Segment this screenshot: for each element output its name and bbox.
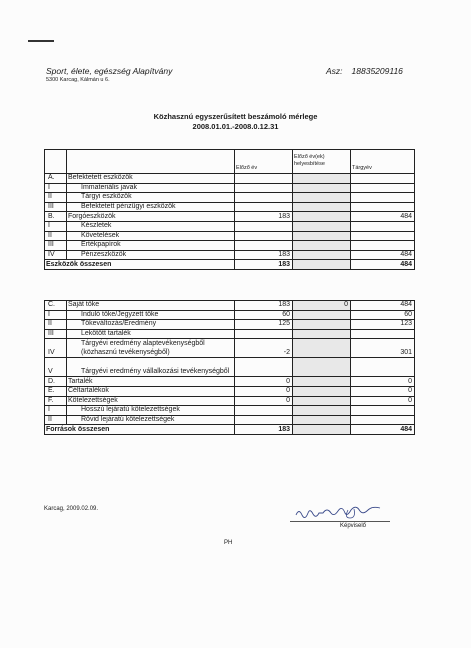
table-row [45, 183, 415, 193]
total-curr: 484 [351, 425, 415, 435]
row-prev: 183 [235, 301, 293, 311]
assets-total-row [45, 260, 415, 270]
row-prev [235, 183, 293, 193]
table-row [45, 231, 415, 241]
row-prev: 183 [235, 250, 293, 260]
row-prev [235, 193, 293, 203]
place-and-date: Karcag, 2009.02.09. [44, 506, 99, 512]
total-prev: 183 [235, 260, 293, 270]
row-code: E. [45, 386, 67, 396]
row-prev [235, 174, 293, 184]
row-corr: 0 [293, 301, 351, 311]
signature-line [290, 521, 390, 522]
table-row [45, 301, 415, 311]
row-code: I [45, 183, 67, 193]
document-title: Közhasznú egyszerűsített beszámoló mérlege [153, 112, 318, 121]
row-label: Forgóeszközök [67, 212, 235, 222]
table-row [45, 320, 415, 330]
table-row [45, 250, 415, 260]
row-code: IV [45, 339, 67, 358]
row-curr [351, 241, 415, 251]
row-code: II [45, 193, 67, 203]
row-code: II [45, 320, 67, 330]
row-corr [293, 386, 351, 396]
table-row [45, 358, 415, 377]
row-curr: 301 [351, 339, 415, 358]
row-corr [293, 231, 351, 241]
row-curr: 484 [351, 212, 415, 222]
row-prev: 0 [235, 386, 293, 396]
row-prev: 183 [235, 212, 293, 222]
row-label: Céltartalékok [67, 386, 235, 396]
row-code: III [45, 241, 67, 251]
row-prev [235, 415, 293, 425]
corner-mark [28, 40, 54, 42]
row-corr [293, 193, 351, 203]
row-prev [235, 329, 293, 339]
row-corr [293, 174, 351, 184]
table-row [45, 377, 415, 387]
row-corr [293, 241, 351, 251]
row-curr [351, 329, 415, 339]
tax-number-value: 18835209116 [351, 66, 403, 76]
row-label: Induló tőke/Jegyzett tőke [67, 310, 235, 320]
row-label: Pénzeszközök [67, 250, 235, 260]
row-curr [351, 193, 415, 203]
total-label: Források összesen [45, 425, 235, 435]
row-label: Tartalék [67, 377, 235, 387]
row-corr [293, 320, 351, 330]
row-label: Tárgyi eszközök [67, 193, 235, 203]
row-corr [293, 396, 351, 406]
row-code: III [45, 202, 67, 212]
row-curr [351, 406, 415, 416]
document-period: 2008.01.01.-2008.0.12.31 [192, 122, 279, 131]
row-label: Befektetett eszközök [67, 174, 235, 184]
row-label: Saját tőke [67, 301, 235, 311]
row-prev: 0 [235, 396, 293, 406]
table-row [45, 386, 415, 396]
row-curr: 0 [351, 386, 415, 396]
row-label: Kötelezettségek [67, 396, 235, 406]
table-row [45, 221, 415, 231]
row-corr [293, 358, 351, 377]
header-corrections: Előző év(ek) helyesbítése [293, 150, 351, 174]
row-corr [293, 415, 351, 425]
table-row [45, 339, 415, 358]
table-row [45, 241, 415, 251]
row-code: A. [45, 174, 67, 184]
row-corr [293, 183, 351, 193]
row-corr [293, 250, 351, 260]
row-curr: 123 [351, 320, 415, 330]
tax-number-label: Asz: [326, 66, 343, 76]
row-label: Értékpapírok [67, 241, 235, 251]
row-label: Befektetett pénzügyi eszközök [67, 202, 235, 212]
table-row [45, 406, 415, 416]
row-label: Immateriális javak [67, 183, 235, 193]
header-prev-year: Előző év [235, 150, 293, 174]
row-corr [293, 339, 351, 358]
row-code: I [45, 310, 67, 320]
row-curr [351, 221, 415, 231]
liabilities-table [44, 300, 415, 435]
row-curr: 60 [351, 310, 415, 320]
row-label: Készletek [67, 221, 235, 231]
row-code: II [45, 231, 67, 241]
total-curr: 484 [351, 260, 415, 270]
total-prev: 183 [235, 425, 293, 435]
table-row [45, 310, 415, 320]
row-curr [351, 202, 415, 212]
total-corr [293, 260, 351, 270]
row-curr: 484 [351, 301, 415, 311]
row-corr [293, 310, 351, 320]
row-label: Lekötött tartalék [67, 329, 235, 339]
row-curr: 0 [351, 396, 415, 406]
row-prev [235, 241, 293, 251]
row-code: IV [45, 250, 67, 260]
liabilities-total-row [45, 425, 415, 435]
header-code [45, 150, 67, 174]
header-current-year: Tárgyév [351, 150, 415, 174]
header-label [67, 150, 235, 174]
row-prev [235, 202, 293, 212]
row-corr [293, 212, 351, 222]
organization-name: Sport, élete, egészség Alapítvány [46, 66, 173, 76]
table-row [45, 212, 415, 222]
row-prev [235, 231, 293, 241]
row-prev: 125 [235, 320, 293, 330]
row-prev [235, 221, 293, 231]
row-code: C. [45, 301, 67, 311]
row-corr [293, 221, 351, 231]
row-curr [351, 183, 415, 193]
row-curr [351, 174, 415, 184]
row-corr [293, 377, 351, 387]
row-code: D. [45, 377, 67, 387]
row-curr: 0 [351, 377, 415, 387]
row-prev: 60 [235, 310, 293, 320]
row-corr [293, 406, 351, 416]
table-row [45, 396, 415, 406]
row-curr [351, 358, 415, 377]
table-row [45, 202, 415, 212]
signer-title: Képviselő [340, 523, 367, 529]
row-code: B. [45, 212, 67, 222]
tax-number [326, 66, 403, 76]
row-code: II [45, 415, 67, 425]
row-corr [293, 329, 351, 339]
row-prev: 0 [235, 377, 293, 387]
row-label: Követelések [67, 231, 235, 241]
row-code: F. [45, 396, 67, 406]
assets-table-header [45, 150, 415, 174]
row-label: Tárgyévi eredmény vállalkozási tevékenységből [67, 358, 235, 377]
total-label: Eszközök összesen [45, 260, 235, 270]
table-row [45, 329, 415, 339]
assets-table [44, 149, 415, 270]
organization-address: 5300 Karcag, Kálmán u 6. [46, 77, 110, 83]
row-curr: 484 [351, 250, 415, 260]
row-label: Hosszú lejáratú kötelezettségek [67, 406, 235, 416]
row-code: I [45, 406, 67, 416]
stamp-placeholder: PH [224, 540, 233, 546]
row-prev: -2 [235, 339, 293, 358]
row-corr [293, 202, 351, 212]
row-curr [351, 231, 415, 241]
total-corr [293, 425, 351, 435]
table-row [45, 415, 415, 425]
table-row [45, 193, 415, 203]
row-label: Tőkeváltozás/Eredmény [67, 320, 235, 330]
row-code: I [45, 221, 67, 231]
row-code: V [45, 358, 67, 377]
table-row [45, 174, 415, 184]
row-label: Rövid lejáratú kötelezettségek [67, 415, 235, 425]
row-prev [235, 358, 293, 377]
row-code: III [45, 329, 67, 339]
row-label: Tárgyévi eredmény alaptevékenységből (közhasznú tevékenységből) [67, 339, 235, 358]
row-curr [351, 415, 415, 425]
row-prev [235, 406, 293, 416]
